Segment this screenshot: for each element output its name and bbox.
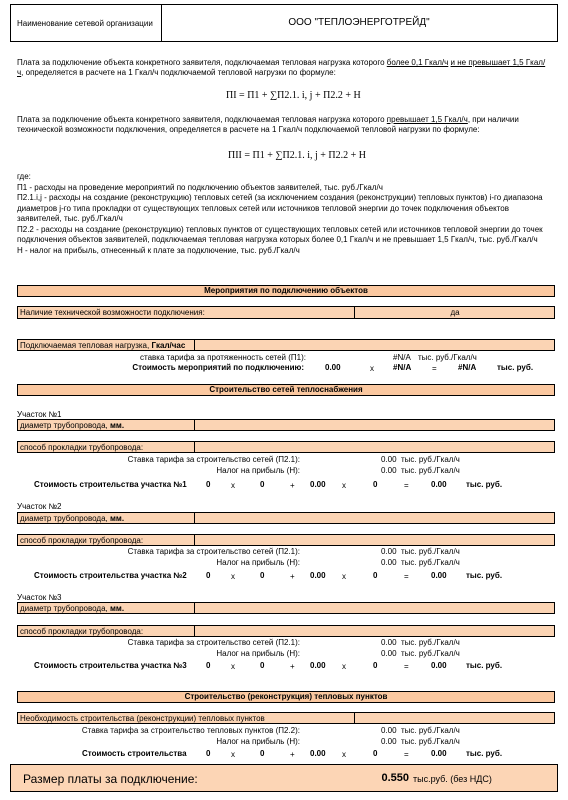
- plot-3-diameter-row: диаметр трубопровода, мм.: [17, 602, 555, 614]
- total-row: [10, 764, 558, 792]
- org-table: [10, 4, 558, 42]
- total-unit: тыс.руб. (без НДС): [413, 774, 492, 784]
- load-input[interactable]: [195, 340, 555, 350]
- rate-p1-value: #N/A: [393, 353, 411, 362]
- heat-point-cost-label: Стоимость строительства: [82, 749, 187, 758]
- plot-2-diameter-row: диаметр трубопровода, мм.: [17, 512, 555, 524]
- definitions: где: П1 - расходы на проведение мероприятий по подключению объектов заявителей, тыс. руб./Гкал/ч П2.1.i,j - расходы на создание (реконструкцию) тепловых сетей (за исключением создания (реконструкции) тепловых пунктов) i-го диапазона диаметров j-го типа прокладки от существующих тепловых сетей или источников тепловой энергии до точек подключения объектов заявителей, тыс. руб./Гкал/ч П2.2 - расходы на создание (реконструкцию) тепловых пунктов от существующих тепловых сетей или источников тепловой энергии до точек подключения объектов заявителей, подключаемая тепловая нагрузка которых более 0,1 Гкал/ч и не превышает 1,5 Гкал/ч, тыс. руб./Гкал/ч Н - налог на прибыль, отнесенный к плате за подключение, тыс. руб./Гкал/ч: [17, 172, 543, 255]
- org-name: ООО "ТЕПЛОЭНЕРГОТРЕЙД": [288, 17, 430, 28]
- connection-cost-label: Стоимость мероприятий по подключению:: [132, 363, 304, 372]
- plot-1-cost-label: Стоимость строительства участка №1: [34, 480, 187, 489]
- formula-1: ПI = П1 + ∑П2.1. i, j + П2.2 + Н: [226, 90, 361, 101]
- plot-2-cost-label: Стоимость строительства участка №2: [34, 571, 187, 580]
- section-connection-header: Мероприятия по подключению объектов: [17, 285, 555, 297]
- heat-point-need-row: Необходимость строительства (реконструкции) тепловых пунктов: [17, 712, 555, 724]
- paragraph-2: Плата за подключение объекта конкретного заявителя, подключаемая тепловая нагрузка которого превышает 1,5 Гкал/ч, при наличии технической возможности подключения, определяется в расчете на 1 Гкал/ч подключаемой тепловой нагрузки по формуле:: [17, 115, 519, 134]
- tech-possibility-row: Наличие технической возможности подключения: да: [17, 306, 555, 319]
- org-label: Наименование сетевой организации: [17, 19, 153, 28]
- paragraph-1: Плата за подключение объекта конкретного заявителя, подключаемая тепловая нагрузка которого более 0,1 Гкал/ч и не превышает 1,5 Гкал/ч, определяется в расчете на 1 Гкал/ч подключаемой тепловой нагрузки по формуле:: [17, 58, 546, 77]
- plot-3-title: Участок №3: [17, 593, 62, 602]
- plot-2-title: Участок №2: [17, 502, 62, 511]
- heat-point-need-input[interactable]: [355, 713, 555, 723]
- plot-3-method-row: способ прокладки трубопровода:: [17, 625, 555, 637]
- section-networks-header: Строительство сетей теплоснабжения: [17, 384, 555, 396]
- total-label: Размер платы за подключение:: [23, 772, 198, 786]
- plot-1-diameter-row: диаметр трубопровода, мм.: [17, 419, 555, 431]
- tech-possibility-value[interactable]: да: [450, 308, 460, 317]
- plot-1-method-row: способ прокладки трубопровода:: [17, 441, 555, 453]
- load-row: Подключаемая тепловая нагрузка, Гкал/час: [17, 339, 555, 351]
- plot-2-method-row: способ прокладки трубопровода:: [17, 534, 555, 546]
- section-heat-points-header: Строительство (реконструкция) тепловых пунктов: [17, 691, 555, 703]
- total-value: 0.550: [381, 772, 409, 784]
- plot-1-title: Участок №1: [17, 410, 62, 419]
- formula-2: ПII = П1 + ∑П2.1. i, j + П2.2 + Н: [228, 150, 367, 161]
- plot-3-cost-label: Стоимость строительства участка №3: [34, 661, 187, 670]
